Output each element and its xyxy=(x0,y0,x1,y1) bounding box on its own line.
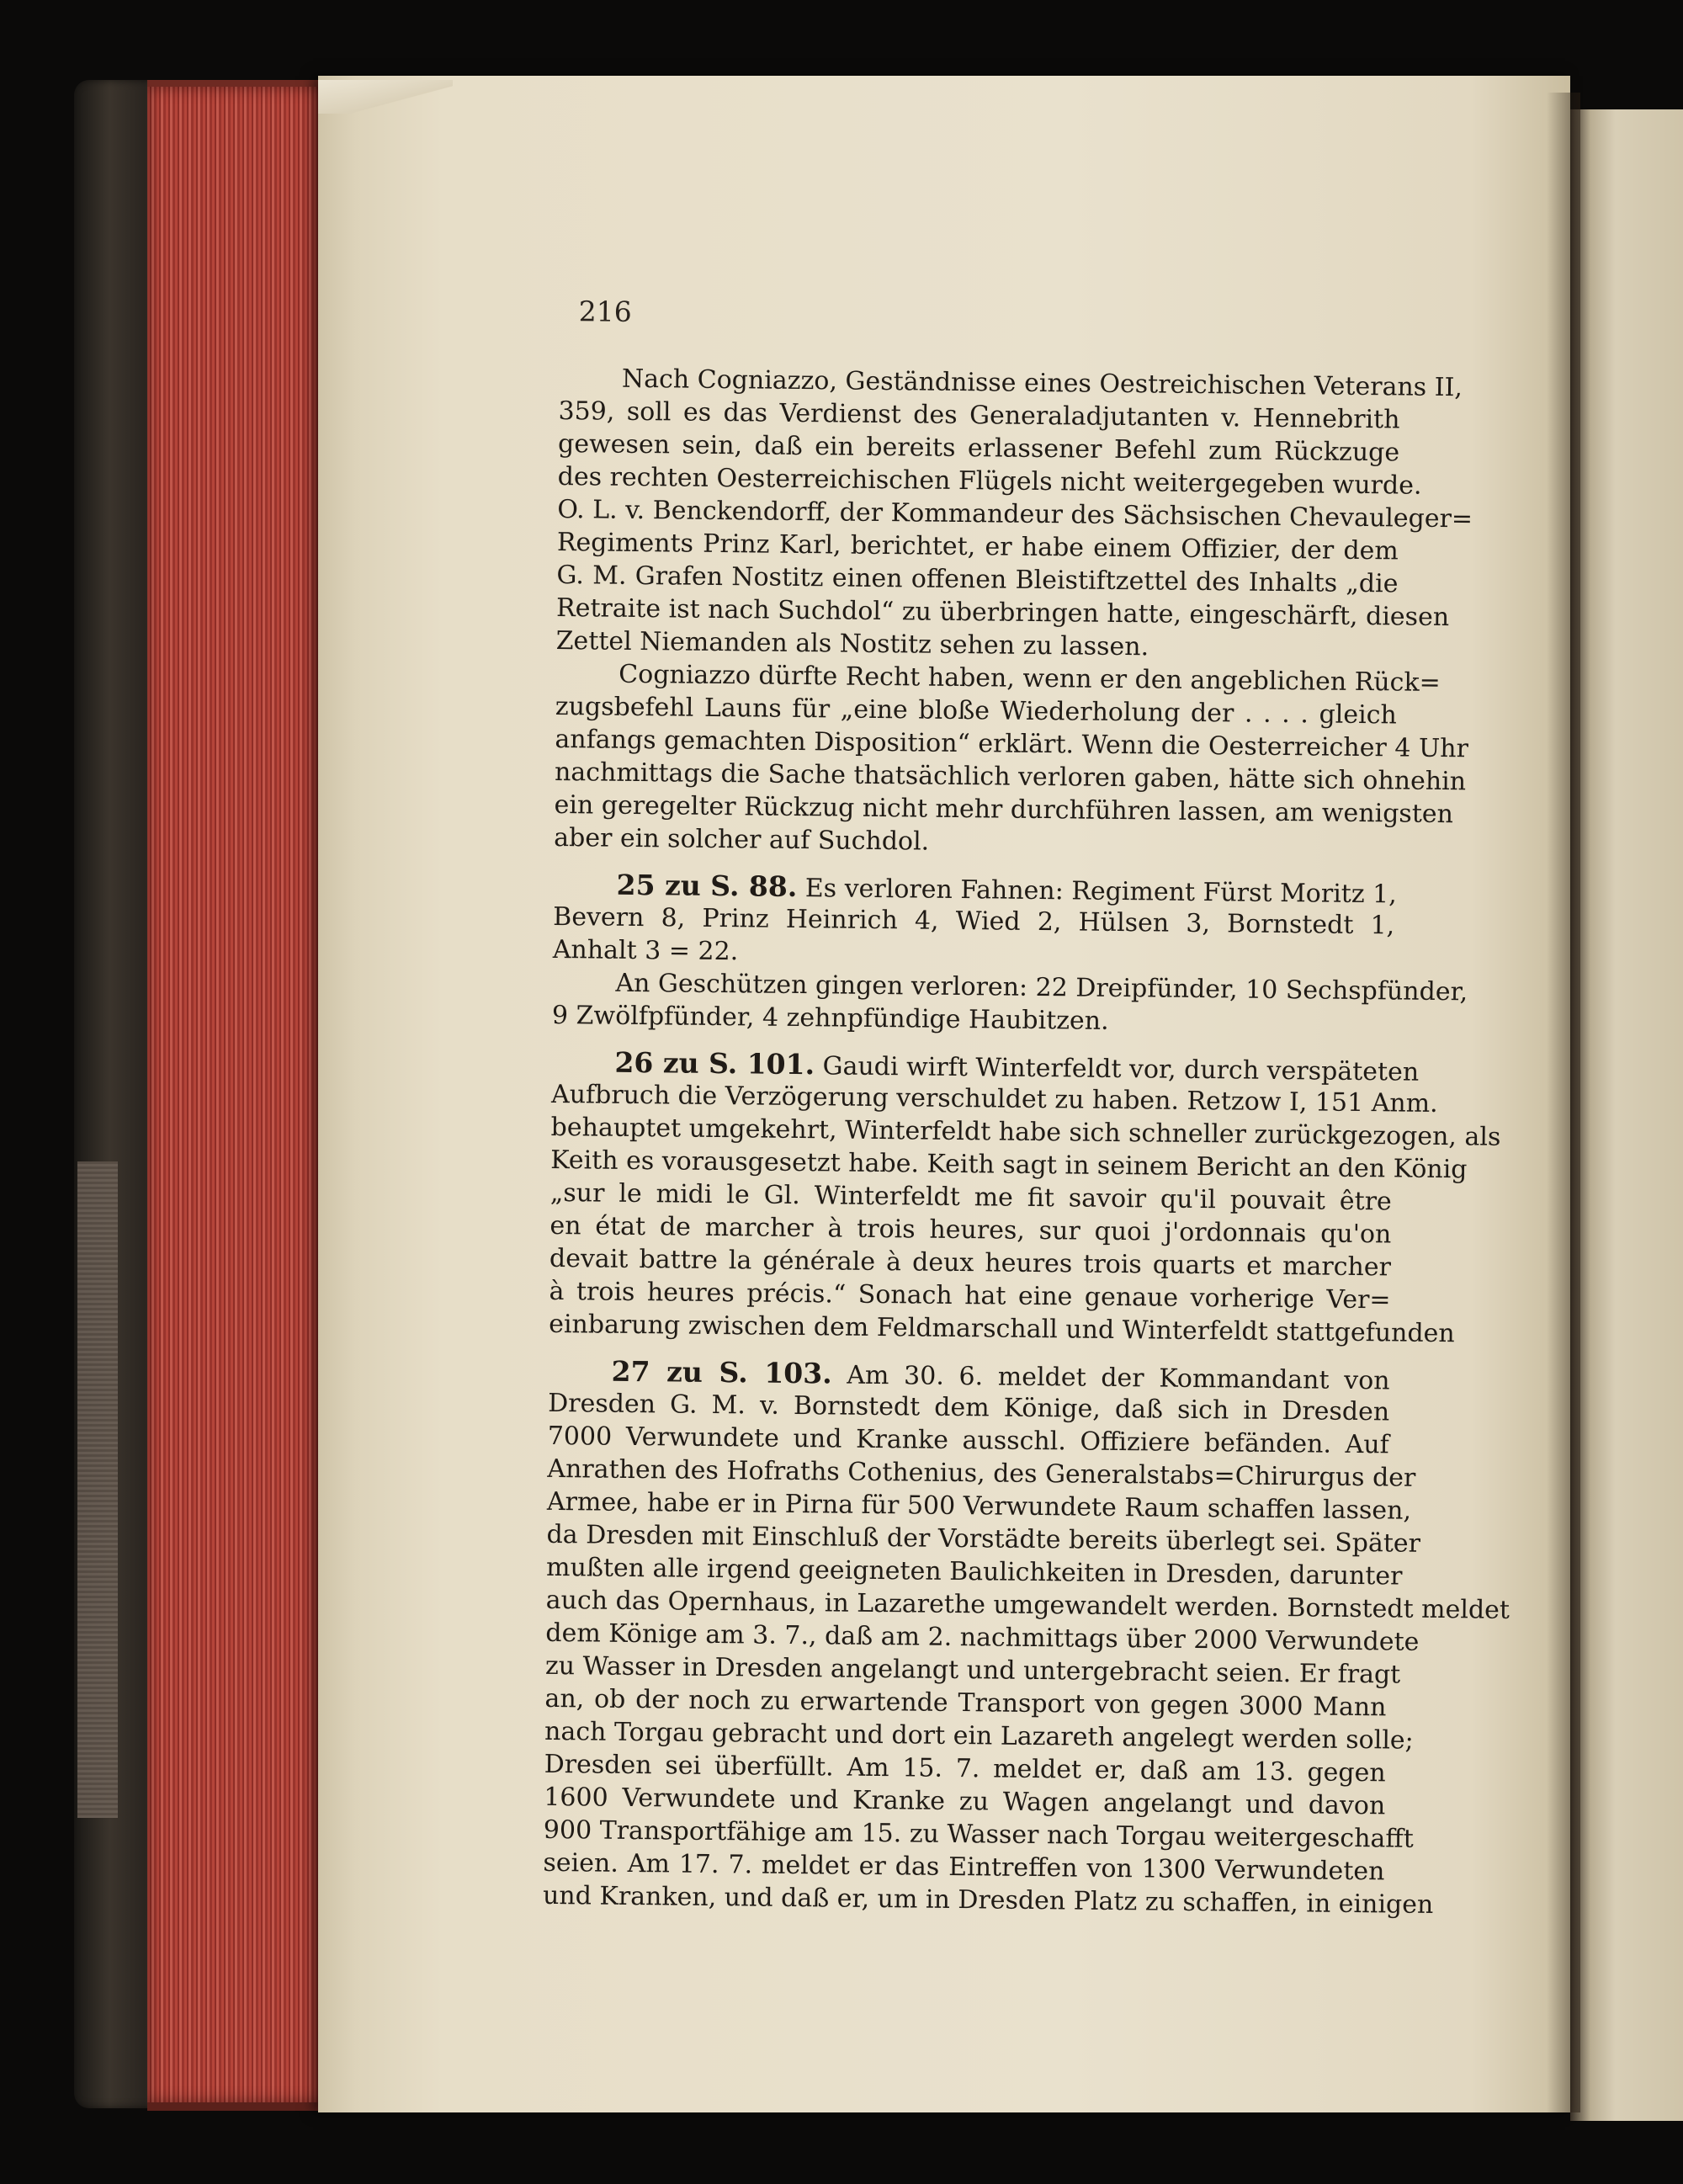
text-line: aber ein solcher auf Suchdol. xyxy=(554,822,930,857)
text-line: ein geregelter Rückzug nicht mehr durchführen lassen, am wenigsten xyxy=(554,789,1454,830)
note-reference: 25 zu S. 88. xyxy=(616,868,798,903)
text-line: Dresden sei überfüllt. Am 15. 7. meldet er, daß am 13. gegen xyxy=(544,1749,1386,1788)
text-line: à trois heures précis.“ Sonach hat eine genaue vorherige Ver= xyxy=(549,1276,1391,1315)
text-line: Armee, habe er in Pirna für 500 Verwundete Raum schaffen lassen, xyxy=(546,1486,1412,1526)
facing-page-edge xyxy=(1570,109,1683,2121)
text-line: da Dresden mit Einschluß der Vorstädte bereits überlegt sei. Später xyxy=(546,1519,1421,1559)
text-line: Dresden G. M. v. Bornstedt dem Könige, daß sich in Dresden xyxy=(548,1388,1390,1427)
note-text: Am 30. 6. meldet der Kommandant von xyxy=(831,1360,1390,1396)
text-line: devait battre la générale à deux heures trois quarts et marcher xyxy=(549,1243,1392,1283)
text-line: Retraite ist nach Suchdol“ zu überbringen hatte, eingeschärft, diesen xyxy=(555,592,1450,633)
text-line: an, ob der noch zu erwartende Transport von gegen 3000 Mann xyxy=(544,1683,1387,1723)
text-line: mußten alle irgend geeigneten Baulichkeiten in Dresden, darunter xyxy=(545,1552,1403,1592)
text-line: Keith es vorausgesetzt habe. Keith sagt in seinem Bericht an den König xyxy=(550,1145,1468,1185)
page-corner xyxy=(318,80,453,114)
text-line: 7000 Verwundete und Kranke ausschl. Offiziere befänden. Auf xyxy=(547,1421,1389,1460)
text-line: nachmittags die Sache thatsächlich verloren gaben, hätte sich ohnehin xyxy=(554,757,1467,797)
text-line: dem Könige am 3. 7., daß am 2. nachmittags über 2000 Verwundete xyxy=(545,1618,1420,1657)
text-line: des rechten Oesterreichischen Flügels nicht weitergegeben wurde. xyxy=(557,461,1422,501)
note-text: Es verloren Fahnen: Regiment Fürst Moritz 1, xyxy=(797,873,1397,910)
text-line: O. L. v. Benckendorff, der Kommandeur des Sächsischen Chevauleger= xyxy=(557,494,1473,534)
text-line: und Kranken, und daß er, um in Dresden Platz zu schaffen, in einigen xyxy=(542,1880,1434,1920)
text-line: einbarung zwischen dem Feldmarschall und Winterfeldt stattgefunden xyxy=(549,1309,1455,1349)
text-line: auch das Opernhaus, in Lazarethe umgewandelt werden. Bornstedt meldet xyxy=(545,1585,1510,1625)
note-reference: 27 zu S. 103. xyxy=(611,1354,832,1390)
text-line: Zettel Niemanden als Nostitz sehen zu lassen. xyxy=(555,625,1149,662)
text-line: nach Torgau gebracht und dort ein Lazareth angelegt werden solle; xyxy=(544,1716,1414,1756)
page-gutter-shadow xyxy=(1547,93,1580,2112)
text-line: 1600 Verwundete und Kranke zu Wagen angelangt und davon xyxy=(544,1782,1386,1821)
page-number: 216 xyxy=(578,295,632,328)
text-line: Cogniazzo dürfte Recht haben, wenn er den angeblichen Rück= xyxy=(619,659,1441,698)
text-line: An Geschützen gingen verloren: 22 Dreipfünder, 10 Sechspfünder, xyxy=(615,968,1468,1007)
text-line: zu Wasser in Dresden angelangt und untergebracht seien. Er fragt xyxy=(544,1650,1401,1690)
text-line: anfangs gemachten Disposition“ erklärt. Wenn die Oesterreicher 4 Uhr xyxy=(555,724,1469,764)
text-line: „sur le midi le Gl. Winterfeldt me fit savoir qu'il pouvait être xyxy=(549,1177,1392,1217)
text-line: Nach Cogniazzo, Geständnisse eines Oestreichischen Veterans II, xyxy=(621,364,1463,403)
text-line: behauptet umgekehrt, Winterfeldt habe sich schneller zurückgezogen, als xyxy=(550,1112,1501,1152)
text-line: en état de marcher à trois heures, sur quoi j'ordonnais qu'on xyxy=(549,1210,1392,1250)
text-line: G. M. Grafen Nostitz einen offenen Bleistiftzettel des Inhalts „die xyxy=(556,560,1399,599)
text-line: Regiments Prinz Karl, berichtet, er habe einem Offizier, der dem xyxy=(556,527,1399,566)
page-edges xyxy=(147,80,328,2111)
text-line: Bevern 8, Prinz Heinrich 4, Wied 2, Hülsen 3, Bornstedt 1, xyxy=(553,901,1395,941)
text-line: gewesen sein, daß ein bereits erlassener Befehl zum Rückzuge xyxy=(557,428,1400,468)
text-line: Anrathen des Hofraths Cothenius, des Generalstabs=Chirurgus der xyxy=(547,1453,1416,1493)
note-reference: 26 zu S. 101. xyxy=(614,1045,815,1081)
note-text: Gaudi wirft Winterfeldt vor, durch verspäteten xyxy=(814,1051,1420,1087)
text-line: 9 Zwölfpfünder, 4 zehnpfündige Haubitzen. xyxy=(551,1000,1109,1036)
text-line: 359, soll es das Verdienst des Generaladjutanten v. Hennebrith xyxy=(558,396,1400,435)
text-line: Anhalt 3 = 22. xyxy=(552,934,739,967)
cover-cloth-patch xyxy=(77,1161,118,1818)
text-line: zugsbefehl Launs für „eine bloße Wiederholung der . . . . gleich xyxy=(555,691,1398,731)
text-line: seien. Am 17. 7. meldet er das Eintreffen von 1300 Verwundeten xyxy=(543,1847,1385,1887)
page-body xyxy=(542,362,1510,1921)
text-line: Aufbruch die Verzögerung verschuldet zu haben. Retzow I, 151 Anm. xyxy=(550,1079,1438,1119)
text-line: 900 Transportfähige am 15. zu Wasser nach Torgau weitergeschafft xyxy=(543,1815,1414,1854)
